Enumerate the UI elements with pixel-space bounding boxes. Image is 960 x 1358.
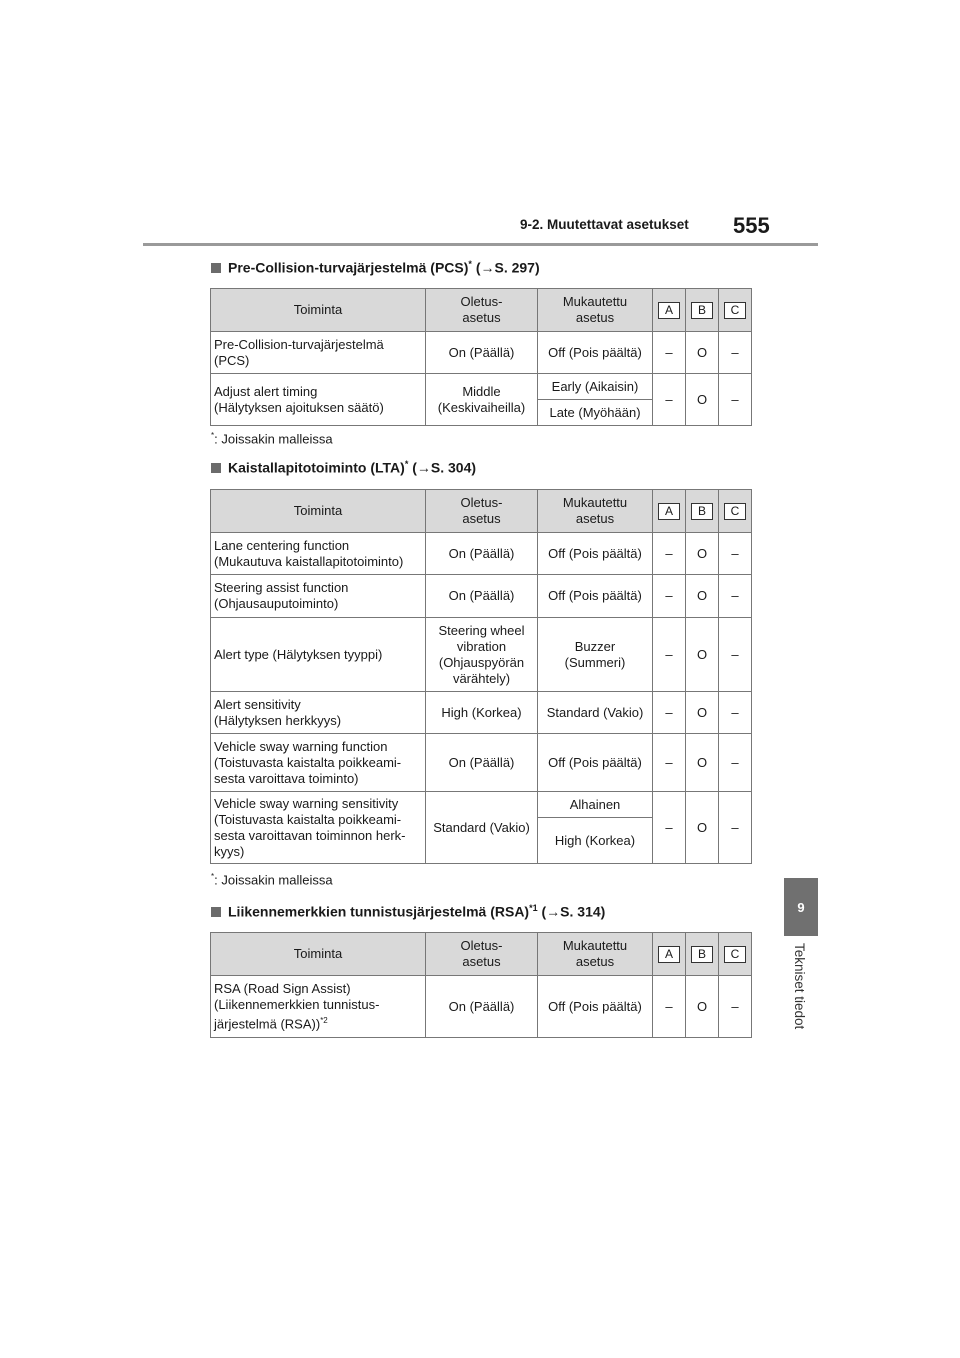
cell-default: Middle (Keskivaiheilla) (426, 374, 538, 426)
cell-a: – (653, 618, 686, 692)
cell-a: – (653, 692, 686, 734)
cell-custom: Alhainen (538, 792, 653, 818)
cell-custom: High (Korkea) (538, 818, 653, 864)
cell-function: Vehicle sway warning function (Toistuvasta kaistalta poikkeami- sesta varoittava toiminto) (211, 734, 426, 792)
pcs-settings-table (210, 288, 752, 426)
header-b (686, 933, 719, 976)
letter-a-box: A (658, 503, 680, 520)
page-reference: (→S. 314) (541, 903, 606, 920)
header-rule (143, 243, 818, 246)
bullet-square-icon (211, 463, 221, 473)
table-row (211, 976, 752, 1038)
section-title-text: Pre-Collision-turvajärjestelmä (PCS) (228, 259, 469, 276)
footnote-marker: *1 (529, 903, 538, 913)
section-title-text: Liikennemerkkien tunnistusjärjestelmä (RSA) (228, 903, 530, 920)
cell-c: – (719, 332, 752, 374)
cell-a: – (653, 533, 686, 575)
page-reference: (→S. 304) (412, 459, 477, 476)
table-row (211, 575, 752, 618)
letter-c-box: C (724, 946, 746, 963)
header-a (653, 933, 686, 976)
footnote-marker: * (211, 872, 215, 881)
header-c (719, 289, 752, 332)
header-c (719, 490, 752, 533)
table-row (211, 792, 752, 818)
cell-function: Alert sensitivity (Hälytyksen herkkyys) (211, 692, 426, 734)
cell-function: Alert type (Hälytyksen tyyppi) (211, 618, 426, 692)
header-function: Toiminta (211, 490, 426, 533)
cell-custom: Early (Aikaisin) (538, 374, 653, 400)
cell-b: O (686, 332, 719, 374)
cell-b: O (686, 976, 719, 1038)
cell-function: Steering assist function (Ohjausauputoiminto) (211, 575, 426, 618)
letter-a-box: A (658, 946, 680, 963)
footnote-marker: *2 (320, 1015, 328, 1025)
section-title-pcs (211, 259, 540, 276)
header-b (686, 490, 719, 533)
letter-c-box: C (724, 503, 746, 520)
chapter-label: Tekniset tiedot (792, 943, 807, 1030)
cell-custom: Off (Pois päältä) (538, 533, 653, 575)
cell-custom: Off (Pois päältä) (538, 575, 653, 618)
cell-b: O (686, 692, 719, 734)
cell-function: Pre-Collision-turvajärjestelmä (PCS) (211, 332, 426, 374)
header-function: Toiminta (211, 289, 426, 332)
cell-default: On (Päällä) (426, 332, 538, 374)
cell-b: O (686, 734, 719, 792)
cell-function: Adjust alert timing (Hälytyksen ajoituksen säätö) (211, 374, 426, 426)
letter-b-box: B (691, 302, 713, 319)
table-row (211, 692, 752, 734)
letter-b-box: B (691, 946, 713, 963)
header-a (653, 289, 686, 332)
cell-b: O (686, 575, 719, 618)
section-title-rsa (211, 903, 605, 920)
cell-c: – (719, 976, 752, 1038)
header-function: Toiminta (211, 933, 426, 976)
cell-custom: Standard (Vakio) (538, 692, 653, 734)
cell-c: – (719, 533, 752, 575)
table-row (211, 734, 752, 792)
cell-c: – (719, 374, 752, 426)
cell-default: High (Korkea) (426, 692, 538, 734)
page-number: 555 (733, 213, 770, 238)
chapter-number: 9 (797, 899, 805, 915)
footnote (211, 872, 333, 887)
letter-c-box: C (724, 302, 746, 319)
cell-default: On (Päällä) (426, 575, 538, 618)
footnote-text: : Joissakin malleissa (214, 431, 333, 447)
cell-c: – (719, 792, 752, 864)
bullet-square-icon (211, 907, 221, 917)
table-header-row (211, 289, 752, 332)
table-row (211, 533, 752, 575)
header-default: Oletus- asetus (426, 490, 538, 533)
chapter-tab (784, 878, 818, 936)
lta-settings-table (210, 489, 752, 864)
cell-custom: Late (Myöhään) (538, 400, 653, 426)
table-row (211, 618, 752, 692)
header-c (719, 933, 752, 976)
letter-b-box: B (691, 503, 713, 520)
footnote-marker: * (404, 459, 409, 469)
cell-b: O (686, 533, 719, 575)
footnote-marker: * (211, 431, 215, 440)
cell-c: – (719, 618, 752, 692)
cell-a: – (653, 575, 686, 618)
section-title-text: Kaistallapitotoiminto (LTA) (228, 459, 405, 476)
cell-custom: Off (Pois päältä) (538, 734, 653, 792)
header-custom: Mukautettu asetus (538, 490, 653, 533)
footnote-text: : Joissakin malleissa (214, 872, 333, 888)
table-row (211, 332, 752, 374)
cell-custom: Off (Pois päältä) (538, 332, 653, 374)
header-b (686, 289, 719, 332)
cell-default: On (Päällä) (426, 533, 538, 575)
cell-function: Lane centering function (Mukautuva kaistallapitotoiminto) (211, 533, 426, 575)
cell-custom: Buzzer (Summeri) (538, 618, 653, 692)
page-reference: (→S. 297) (475, 259, 540, 276)
rsa-settings-table (210, 932, 752, 1038)
cell-b: O (686, 618, 719, 692)
header-a (653, 490, 686, 533)
cell-b: O (686, 374, 719, 426)
cell-default: On (Päällä) (426, 976, 538, 1038)
cell-c: – (719, 734, 752, 792)
cell-function: Vehicle sway warning sensitivity (Toistuvasta kaistalta poikkeami- sesta varoittavan toiminnon herk- kyys) (211, 792, 426, 864)
cell-default: Steering wheel vibration (Ohjauspyörän värähtely) (426, 618, 538, 692)
cell-custom: Off (Pois päältä) (538, 976, 653, 1038)
table-header-row (211, 490, 752, 533)
cell-default: On (Päällä) (426, 734, 538, 792)
cell-a: – (653, 734, 686, 792)
header-custom: Mukautettu asetus (538, 933, 653, 976)
header-default: Oletus- asetus (426, 933, 538, 976)
cell-function (211, 976, 426, 1038)
function-text: RSA (Road Sign Assist) (Liikennemerkkien tunnistus- järjestelmä (RSA)) (214, 980, 380, 1032)
cell-b: O (686, 792, 719, 864)
cell-a: – (653, 976, 686, 1038)
cell-a: – (653, 332, 686, 374)
letter-a-box: A (658, 302, 680, 319)
header-default: Oletus- asetus (426, 289, 538, 332)
table-header-row (211, 933, 752, 976)
cell-default: Standard (Vakio) (426, 792, 538, 864)
header-custom: Mukautettu asetus (538, 289, 653, 332)
section-header: 9-2. Muutettavat asetukset (520, 217, 689, 232)
table-row (211, 374, 752, 400)
cell-c: – (719, 575, 752, 618)
footnote-marker: * (468, 259, 472, 269)
bullet-square-icon (211, 263, 221, 273)
cell-a: – (653, 374, 686, 426)
cell-c: – (719, 692, 752, 734)
cell-a: – (653, 792, 686, 864)
footnote (211, 431, 333, 446)
section-title-lta (211, 459, 476, 476)
